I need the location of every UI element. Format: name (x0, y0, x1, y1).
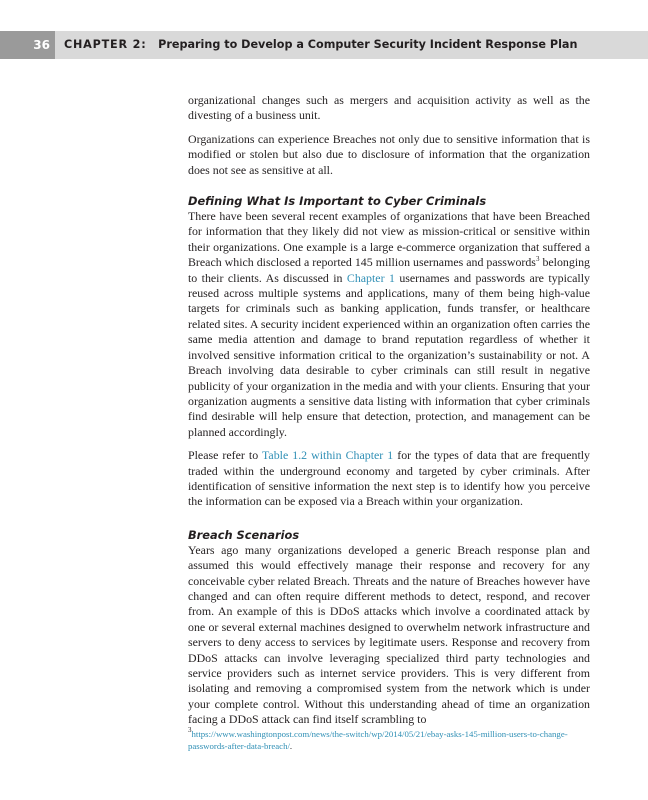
page-body (188, 93, 590, 736)
chapter-1-link[interactable]: Chapter 1 (346, 270, 395, 285)
paragraph-breach-scenarios: Years ago many organizations developed a generic Breach response plan and assumed this would effectively manage their response and recovery for any conceivable cyber related Breach. Threats and the nature of Breaches however have changed and can often require different methods to detect, respond, and recover from. An example of this is DDoS attacks which involve a coordinated attack by one or several external machines designed to overwhelm network infrastructure and servers to deny access to services by legitimate users. Response and recovery from DDoS attacks can involve leveraging specialized third party technologies and service providers such as internet service providers. This is very different from isolating and removing a compromised system from the network which is under your complete control. Without this understanding ahead of time an organization facing a DDoS attack can find itself scrambling to (188, 542, 590, 727)
paragraph-text: usernames and passwords are typically reused across multiple systems and applications, many of them being high-value targets for criminals such as banking application, funds transfer, or healthcare related sites. A security incident experienced within an organization often carries the same media attention and damage to brand reputation regardless of whether it involved sensitive information critical to the organization’s sustainability or not. A Breach involving data desirable to cyber criminals can still result in negative publicity of your organization in the media and with your clients. Ensuring that your organization augments a sensitive data listing with information that cyber criminals find desirable will help ensure that detection, protection, and management can be planned accordingly. (188, 270, 590, 439)
chapter-title: Preparing to Develop a Computer Security Incident Response Plan (158, 38, 578, 51)
chapter-label: CHAPTER 2: (64, 38, 147, 51)
paragraph-text: for the types of data that are frequently traded within the underground economy and targeted by cyber criminals. After identification of sensitive information the next step is to identify how you perceive the information can be exposed via a Breach within your organization. (188, 448, 590, 509)
footnote (188, 728, 590, 752)
footnote-mark: 3 (188, 726, 192, 734)
paragraph-cyber-criminals-examples (188, 209, 590, 440)
footnote-reference[interactable]: 3 (535, 255, 540, 264)
paragraph-breaches-disclosure: Organizations can experience Breaches not only due to sensitive information that is modified or stolen but also due to disclosure of information that the organization does not see as sensitive at all. (188, 131, 590, 177)
paragraph-text: belonging to their clients. As discussed in (188, 255, 591, 285)
paragraph-refer-table (188, 448, 590, 510)
footnote-trailing: . (289, 741, 293, 751)
page-number: 36 (0, 31, 55, 59)
section-heading-cyber-criminals: Defining What Is Important to Cyber Criminals (188, 194, 487, 209)
paragraph-continuation: organizational changes such as mergers and acquisition activity as well as the divesting of a business unit. (188, 93, 590, 123)
paragraph-text: Please refer to (188, 448, 262, 463)
section-heading-breach-scenarios: Breach Scenarios (188, 527, 300, 542)
table-1-2-link[interactable]: Table 1.2 within Chapter 1 (261, 448, 394, 463)
footnote-url-link[interactable]: https://www.washingtonpost.com/news/the-switch/wp/2014/05/21/ebay-asks-145-million-users-to-change-passwords-after-data-breach/ (188, 729, 568, 751)
running-header-title (64, 31, 577, 59)
paragraph-text: There have been several recent examples of organizations that have been Breached for information that they likely did not view as mission-critical or sensitive within their organizations. One example is a large e-commerce organization that suffered a Breach which disclosed a reported 145 million usernames and passwords (188, 209, 590, 270)
